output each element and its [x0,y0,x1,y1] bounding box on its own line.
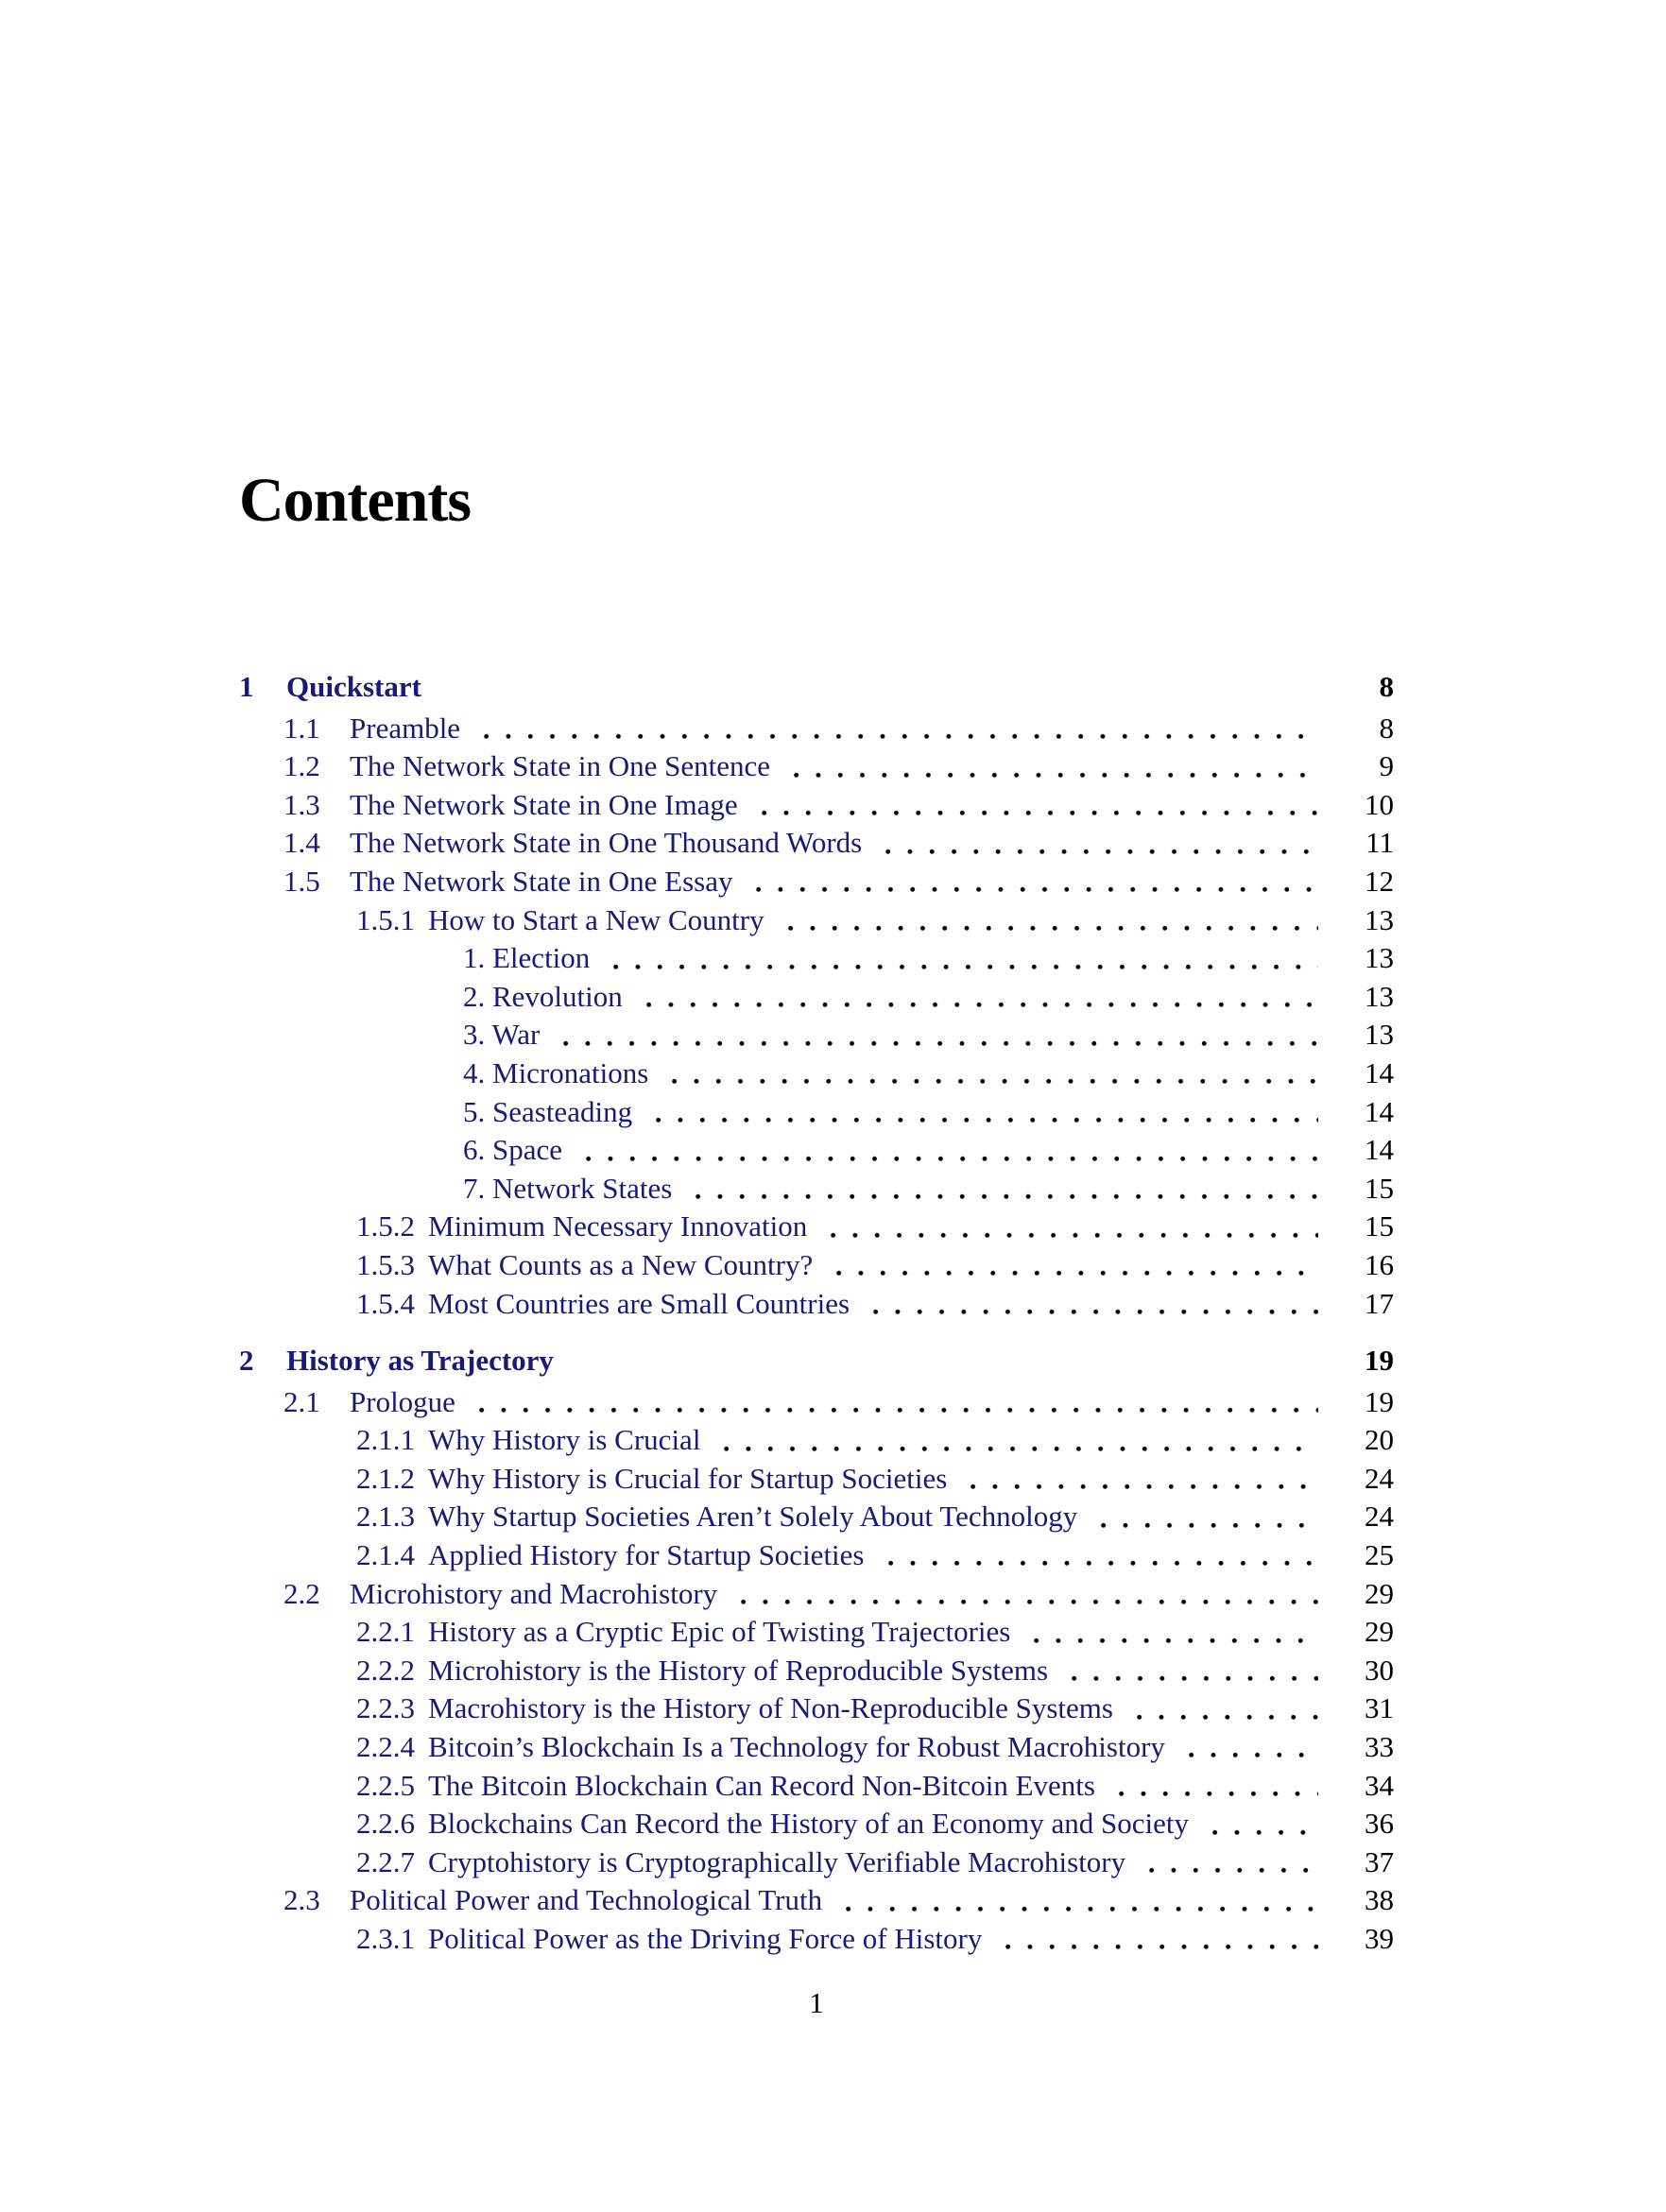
entry-title: 5. Seasteading [463,1094,633,1128]
entry-number: 2.2.7 [356,1844,415,1878]
footer-page-number: 1 [809,1986,824,2019]
entry-title: Preamble [350,711,461,745]
dot-leader [1137,1843,1318,1882]
entry-page: 25 [1365,1538,1394,1572]
entry-page: 19 [1365,1344,1394,1378]
dot-leader [467,1383,1318,1422]
toc-entry-2.2.3[interactable] [239,1689,1394,1728]
entry-page: 20 [1365,1423,1394,1457]
entry-title: Prologue [350,1384,455,1418]
dot-leader [1200,1805,1318,1843]
toc-entry-4[interactable] [239,1055,1394,1093]
entry-page: 34 [1365,1768,1394,1802]
toc-entry-2.2.5[interactable] [239,1767,1394,1806]
dot-leader [644,1093,1318,1132]
entry-page: 14 [1365,1055,1394,1089]
toc-entry-1.2[interactable] [239,747,1394,786]
entry-page: 36 [1365,1807,1394,1841]
dot-leader [565,1342,1318,1380]
dot-leader [776,901,1318,940]
dot-leader [634,978,1318,1017]
entry-title: History as Trajectory [286,1344,554,1378]
toc-entry-1.5.2[interactable] [239,1208,1394,1246]
toc-entry-3[interactable] [239,1016,1394,1055]
dot-leader [712,1421,1318,1460]
entry-title: 4. Micronations [463,1055,649,1089]
entry-number: 2.3 [283,1883,320,1917]
dot-leader [1125,1689,1318,1728]
entry-title: Political Power as the Driving Force of History [428,1922,983,1955]
toc-entry-2.1.1[interactable] [239,1421,1394,1460]
entry-page: 8 [1379,711,1394,745]
entry-title: The Network State in One Essay [350,864,733,898]
entry-page: 9 [1379,749,1394,783]
entry-page: 16 [1365,1247,1394,1281]
entry-title: 2. Revolution [463,979,623,1013]
entry-title: Political Power and Technological Truth [350,1883,823,1917]
page-title: Contents [239,466,472,535]
entry-number: 2.1.2 [356,1461,415,1495]
entry-page: 13 [1365,941,1394,975]
entry-number: 1 [239,670,254,703]
toc-entry-2[interactable] [239,978,1394,1017]
dot-leader [744,863,1318,901]
toc-entry-2.1.4[interactable] [239,1536,1394,1575]
entry-title: Bitcoin’s Blockchain Is a Technology for Robust Macrohistory [428,1730,1165,1764]
entry-title: The Bitcoin Blockchain Can Record Non-Bitcoin Events [428,1768,1095,1802]
toc-entry-5[interactable] [239,1093,1394,1132]
entry-page: 19 [1365,1384,1394,1418]
entry-number: 2.2.5 [356,1768,415,1802]
table-of-contents [239,668,1394,1959]
entry-page: 8 [1379,670,1394,703]
dot-leader [1089,1498,1318,1536]
entry-number: 2.2.6 [356,1807,415,1841]
toc-entry-2.2.2[interactable] [239,1652,1394,1690]
entry-title: Microhistory and Macrohistory [350,1576,718,1610]
dot-leader [833,1881,1318,1920]
entry-number: 1.4 [283,826,320,860]
toc-entry-2.3[interactable] [239,1881,1394,1920]
toc-entry-7[interactable] [239,1170,1394,1209]
dot-leader [818,1208,1318,1246]
entry-number: 1.1 [283,711,320,745]
entry-number: 2.2.1 [356,1615,415,1649]
entry-title: Cryptohistory is Cryptographically Verifiable Macrohistory [428,1844,1126,1878]
entry-title: How to Start a New Country [428,902,764,936]
dot-leader [660,1055,1318,1093]
dot-leader [1022,1613,1318,1652]
entry-number: 2 [239,1344,254,1378]
entry-number: 2.2.4 [356,1730,415,1764]
entry-number: 1.3 [283,787,320,821]
dot-leader [601,939,1318,978]
entry-page: 30 [1365,1653,1394,1687]
dot-leader [876,1536,1319,1575]
entry-number: 2.2 [283,1576,320,1610]
toc-entry-2[interactable] [239,1342,1394,1380]
entry-page: 14 [1365,1094,1394,1128]
toc-entry-1[interactable] [239,668,1394,707]
entry-page: 24 [1365,1461,1394,1495]
dot-leader [1107,1767,1318,1806]
entry-number: 2.1.4 [356,1538,415,1572]
toc-entry-1[interactable] [239,939,1394,978]
dot-leader [1177,1728,1318,1767]
entry-page: 11 [1365,826,1394,860]
entry-number: 2.1 [283,1384,320,1418]
entry-page: 29 [1365,1615,1394,1649]
entry-page: 13 [1365,902,1394,936]
dot-leader [824,1246,1318,1285]
toc-entry-1.5.3[interactable] [239,1246,1394,1285]
entry-title: Blockchains Can Record the History of an Economy and Society [428,1807,1189,1841]
entry-number: 2.2.3 [356,1691,415,1725]
entry-page: 15 [1365,1209,1394,1243]
toc-entry-2.1.2[interactable] [239,1460,1394,1499]
toc-entry-1.5[interactable] [239,863,1394,901]
entry-title: Why History is Crucial for Startup Societies [428,1461,948,1495]
entry-page: 24 [1365,1500,1394,1534]
entry-page: 10 [1365,787,1394,821]
entry-page: 12 [1365,864,1394,898]
dot-leader [958,1460,1318,1499]
entry-title: The Network State in One Sentence [350,749,771,783]
entry-number: 1.5.4 [356,1286,415,1320]
entry-title: Minimum Necessary Innovation [428,1209,808,1243]
toc-entry-1.5.1[interactable] [239,901,1394,940]
toc-entry-6[interactable] [239,1131,1394,1170]
dot-leader [433,668,1318,707]
entry-page: 14 [1365,1133,1394,1167]
toc-entry-2.2.7[interactable] [239,1843,1394,1882]
toc-entry-2.2.1[interactable] [239,1613,1394,1652]
entry-page: 33 [1365,1730,1394,1764]
entry-number: 1.5.2 [356,1209,415,1243]
entry-title: Why History is Crucial [428,1423,701,1457]
entry-title: History as a Cryptic Epic of Twisting Trajectories [428,1615,1011,1649]
entry-title: 6. Space [463,1133,563,1167]
entry-title: Applied History for Startup Societies [428,1538,865,1572]
entry-number: 1.2 [283,749,320,783]
entry-title: Macrohistory is the History of Non-Reproducible Systems [428,1691,1113,1725]
entry-page: 37 [1365,1844,1394,1878]
entry-page: 29 [1365,1576,1394,1610]
dot-leader [574,1131,1318,1170]
dot-leader [781,747,1318,786]
entry-number: 2.1.3 [356,1500,415,1534]
entry-number: 2.3.1 [356,1922,415,1955]
dot-leader [551,1016,1318,1055]
entry-page: 31 [1365,1691,1394,1725]
entry-title: The Network State in One Thousand Words [350,826,863,860]
entry-title: Microhistory is the History of Reproducible Systems [428,1653,1049,1687]
toc-entry-2.2.4[interactable] [239,1728,1394,1767]
dot-leader [861,1285,1318,1324]
toc-entry-1.4[interactable] [239,824,1394,863]
toc-entry-1.1[interactable] [239,710,1394,748]
entry-number: 2.2.2 [356,1653,415,1687]
dot-leader [993,1920,1318,1959]
toc-entry-1.5.4[interactable] [239,1285,1394,1324]
entry-page: 38 [1365,1883,1394,1917]
entry-number: 1.5 [283,864,320,898]
entry-page: 15 [1365,1171,1394,1205]
entry-title: What Counts as a New Country? [428,1247,814,1281]
toc-entry-2.2[interactable] [239,1575,1394,1614]
entry-title: Most Countries are Small Countries [428,1286,850,1320]
entry-page: 39 [1365,1922,1394,1955]
entry-number: 1.5.3 [356,1247,415,1281]
toc-entry-1.3[interactable] [239,786,1394,825]
dot-leader [1059,1652,1318,1690]
entry-title: 7. Network States [463,1171,673,1205]
dot-leader [873,824,1318,863]
dot-leader [749,786,1318,825]
entry-number: 2.1.1 [356,1423,415,1457]
entry-title: Why Startup Societies Aren’t Solely About Technology [428,1500,1078,1534]
dot-leader [729,1575,1318,1614]
toc-entry-2.3.1[interactable] [239,1920,1394,1959]
toc-entry-2.2.6[interactable] [239,1805,1394,1843]
dot-leader [683,1170,1318,1209]
dot-leader [472,710,1318,748]
entry-title: 3. War [463,1018,541,1052]
entry-number: 1.5.1 [356,902,415,936]
toc-entry-2.1.3[interactable] [239,1498,1394,1536]
toc-entry-2.1[interactable] [239,1383,1394,1422]
entry-title: Quickstart [286,670,421,703]
entry-title: 1. Election [463,941,591,975]
entry-page: 17 [1365,1286,1394,1320]
entry-title: The Network State in One Image [350,787,738,821]
entry-page: 13 [1365,979,1394,1013]
entry-page: 13 [1365,1018,1394,1052]
